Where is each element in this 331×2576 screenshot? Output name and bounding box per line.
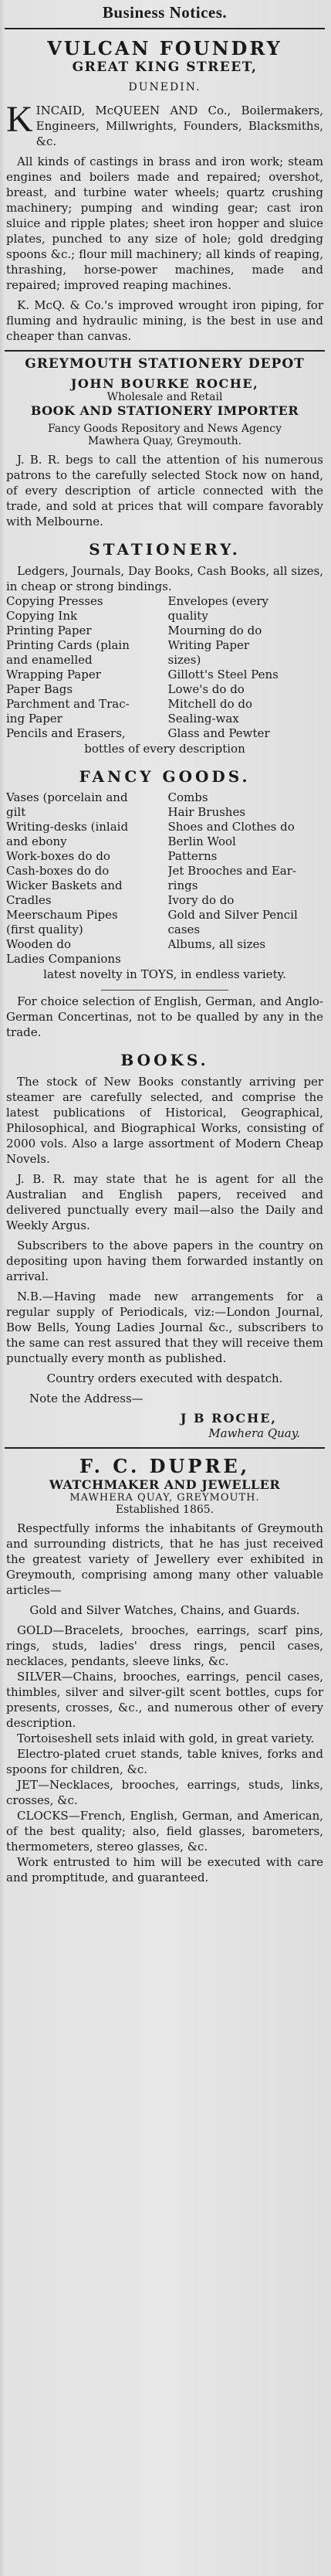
list-item: (first quality) <box>6 923 83 936</box>
dupre-silver: SILVER—Chains, brooches, earrings, pencil cases, thimbles, silver and silver-gilt scent bottles, cups for presents, crosses, &c., and numerous other of every description. <box>6 1670 323 1730</box>
list-item: Hair Brushes <box>167 805 246 819</box>
list-item: Parchment and Trac- <box>6 697 130 711</box>
roche-title: GREYMOUTH STATIONERY DEPOT <box>25 356 305 372</box>
list-item: gilt <box>6 805 26 819</box>
stationery-list <box>6 594 323 741</box>
roche-name: JOHN BOURKE ROCHE, <box>70 376 259 391</box>
list-item: Wrapping Paper <box>6 668 101 681</box>
address-label: Note the Address— <box>29 1392 144 1405</box>
list-item: Combs <box>167 790 208 804</box>
subscribers-para: Subscribers to the above papers in the country on depositing upon having them forwarded instantly on arrival. <box>6 1239 323 1283</box>
list-item: Glass and Pewter <box>167 726 270 740</box>
dupre-electroplate: Electro-plated cruet stands, table knives, forks and spoons for children, &c. <box>6 1747 323 1776</box>
roche-notice <box>5 356 325 1441</box>
list-item: Sealing-wax <box>167 712 239 726</box>
roche-place: Mawhera Quay, Greymouth. <box>87 435 242 447</box>
roche-trade: BOOK AND STATIONERY IMPORTER <box>30 403 299 418</box>
vulcan-castings: All kinds of castings in brass and iron work; steam engines and boilers made and repaired; overshot, breast, and turbine water wheels; quartz crushing machinery; pumping and winding gear; cast iron sluice and ripple plates; sheet iron hopper and sluice plates, punched to any size of hole; gold dredging spoons &c.; flour mill machinery; all kinds of reaping, thrashing, horse-power machines, made and repaired; improved reaping machines. <box>6 155 323 292</box>
list-item: Printing Cards (plain <box>6 638 130 652</box>
section-header: Business Notices. <box>102 3 228 22</box>
agent-para: J. B. R. may state that he is agent for all the Australian and English papers, received and delivered punctually every mail—also the Daily and Weekly Argus. <box>6 1172 323 1232</box>
list-item: ing Paper <box>6 712 62 726</box>
list-item: Shoes and Clothes do <box>167 820 295 834</box>
fancy-goods-close: latest novelty in TOYS, in endless variety. <box>43 967 286 981</box>
list-item: Wicker Baskets and <box>6 878 123 892</box>
dupre-title: F. C. DUPRE, <box>79 1455 251 1477</box>
list-item: Pencils and Erasers, <box>6 726 126 740</box>
drop-cap: K <box>6 99 33 140</box>
list-item: Lowe's do do <box>167 682 245 696</box>
list-item: Envelopes (every <box>167 594 269 608</box>
list-item: Vases (porcelain and <box>6 790 128 804</box>
dupre-gold: GOLD—Bracelets, brooches, earrings, scarf pins, rings, studs, ladies' dress rings, pencil cases, necklaces, pendants, sleeve links, &c. <box>6 1623 323 1668</box>
vulcan-foundry-notice <box>5 37 325 344</box>
list-item: Meerschaum Pipes <box>6 908 118 922</box>
books-heading: BOOKS. <box>120 1051 209 1069</box>
concertinas-para: For choice selection of English, German, and Anglo-German Concertinas, not to be qualled by any in the trade. <box>6 994 323 1039</box>
books-para: The stock of New Books constantly arriving per steamer are carefully selected, and comprise the latest publications of Historical, Geographical, Philosophical, and Biographical Works, consisting of 2000 vols. Also a large assortment of Modern Cheap Novels. <box>6 1075 323 1166</box>
dupre-place: MAWHERA QUAY, GREYMOUTH. <box>69 1492 260 1504</box>
vulcan-intro <box>6 99 323 149</box>
list-item: quality <box>167 609 208 623</box>
list-item: Paper Bags <box>6 682 73 696</box>
list-item: Wooden do <box>6 937 72 951</box>
list-item: rings <box>167 878 198 892</box>
roche-sub: Wholesale and Retail <box>106 391 223 403</box>
list-item: Gillott's Steel Pens <box>167 668 279 681</box>
dupre-work: Work entrusted to him will be executed with care and promptitude, and guaranteed. <box>6 1855 323 1884</box>
list-item <box>168 952 324 967</box>
list-item: Berlin Wool <box>167 834 236 848</box>
list-item: sizes) <box>167 653 201 667</box>
nb-para: N.B.—Having made new arrangements for a regular supply of Periodicals, viz:—London Journal, Bow Bells, Young Ladies Journal &c., subscribers to the same can rest assured that they will receive them punctually every month as published. <box>6 1290 323 1365</box>
dupre-tortoiseshell: Tortoiseshell sets inlaid with gold, in great variety. <box>17 1731 315 1745</box>
list-item: Printing Paper <box>6 624 92 637</box>
list-item: Mitchell do do <box>167 697 253 711</box>
divider <box>5 1447 325 1449</box>
stationery-close: bottles of every description <box>84 742 245 756</box>
list-item: Gold and Silver Pencil <box>167 908 298 922</box>
dupre-jet: JET—Necklaces, brooches, earrings, studs, links, crosses, &c. <box>6 1778 323 1807</box>
dupre-trade: WATCHMAKER AND JEWELLER <box>49 1477 281 1492</box>
vulcan-street: GREAT KING STREET, <box>72 59 258 75</box>
list-item: Patterns <box>167 849 218 863</box>
roche-intro: J. B. R. begs to call the attention of his numerous patrons to the carefully selected Stock now on hand, of every description of article connected with the trade, and sold at prices that will compare favorably with Melbourne. <box>6 453 323 528</box>
list-item: Cradles <box>6 893 52 907</box>
list-item: Ivory do do <box>167 893 235 907</box>
list-item: Ladies Companions <box>6 952 121 966</box>
vulcan-city: DUNEDIN. <box>128 81 201 93</box>
vulcan-intro-text: INCAID, McQUEEN AND Co., Boilermakers, Engineers, Millwrights, Founders, Blacksmiths, &c. <box>35 104 323 148</box>
list-item: Albums, all sizes <box>167 937 266 951</box>
list-item: Mourning do do <box>167 624 262 637</box>
list-item: cases <box>167 923 201 936</box>
fancy-goods-list <box>6 790 323 967</box>
list-item: Copying Ink <box>6 609 78 623</box>
orders-para: Country orders executed with despatch. <box>46 1371 283 1385</box>
roche-signature: J B ROCHE, <box>180 1411 277 1426</box>
list-item: Writing Paper <box>167 638 250 652</box>
divider <box>5 350 325 352</box>
list-item: and ebony <box>6 834 67 848</box>
divider <box>5 28 325 29</box>
list-item: Copying Presses <box>6 594 103 608</box>
stationery-intro: Ledgers, Journals, Day Books, Cash Books, all sizes, in cheap or strong bindings. <box>6 564 323 593</box>
stationery-heading: STATIONERY. <box>89 540 241 559</box>
dupre-notice <box>5 1455 325 1885</box>
dupre-watches: Gold and Silver Watches, Chains, and Guards. <box>29 1603 300 1617</box>
dupre-established: Established 1865. <box>115 1504 214 1516</box>
roche-sig-place: Mawhera Quay. <box>208 1426 300 1440</box>
dupre-intro: Respectfully informs the inhabitants of Greymouth and surrounding districts, that he has just received the greatest variety of Jewellery ever exhibited in Greymouth, comprising among many other valuable articles— <box>6 1521 323 1597</box>
list-item: Jet Brooches and Ear- <box>167 864 296 878</box>
list-item: Work-boxes do do <box>6 849 110 863</box>
vulcan-piping: K. McQ. & Co.'s improved wrought iron piping, for fluming and hydraulic mining, is the best in use and cheaper than canvas. <box>6 298 323 343</box>
vulcan-title: VULCAN FOUNDRY <box>47 37 282 59</box>
fancy-goods-heading: FANCY GOODS. <box>79 767 251 786</box>
divider <box>101 990 228 991</box>
roche-repo: Fancy Goods Repository and News Agency <box>47 423 282 435</box>
list-item: and enamelled <box>6 653 93 667</box>
list-item: Cash-boxes do do <box>6 864 110 878</box>
dupre-clocks: CLOCKS—French, English, German, and American, of the best quality; also, field glasses, barometers, thermometers, stereo glasses, &c. <box>6 1809 323 1854</box>
list-item: Writing-desks (inlaid <box>6 820 129 834</box>
